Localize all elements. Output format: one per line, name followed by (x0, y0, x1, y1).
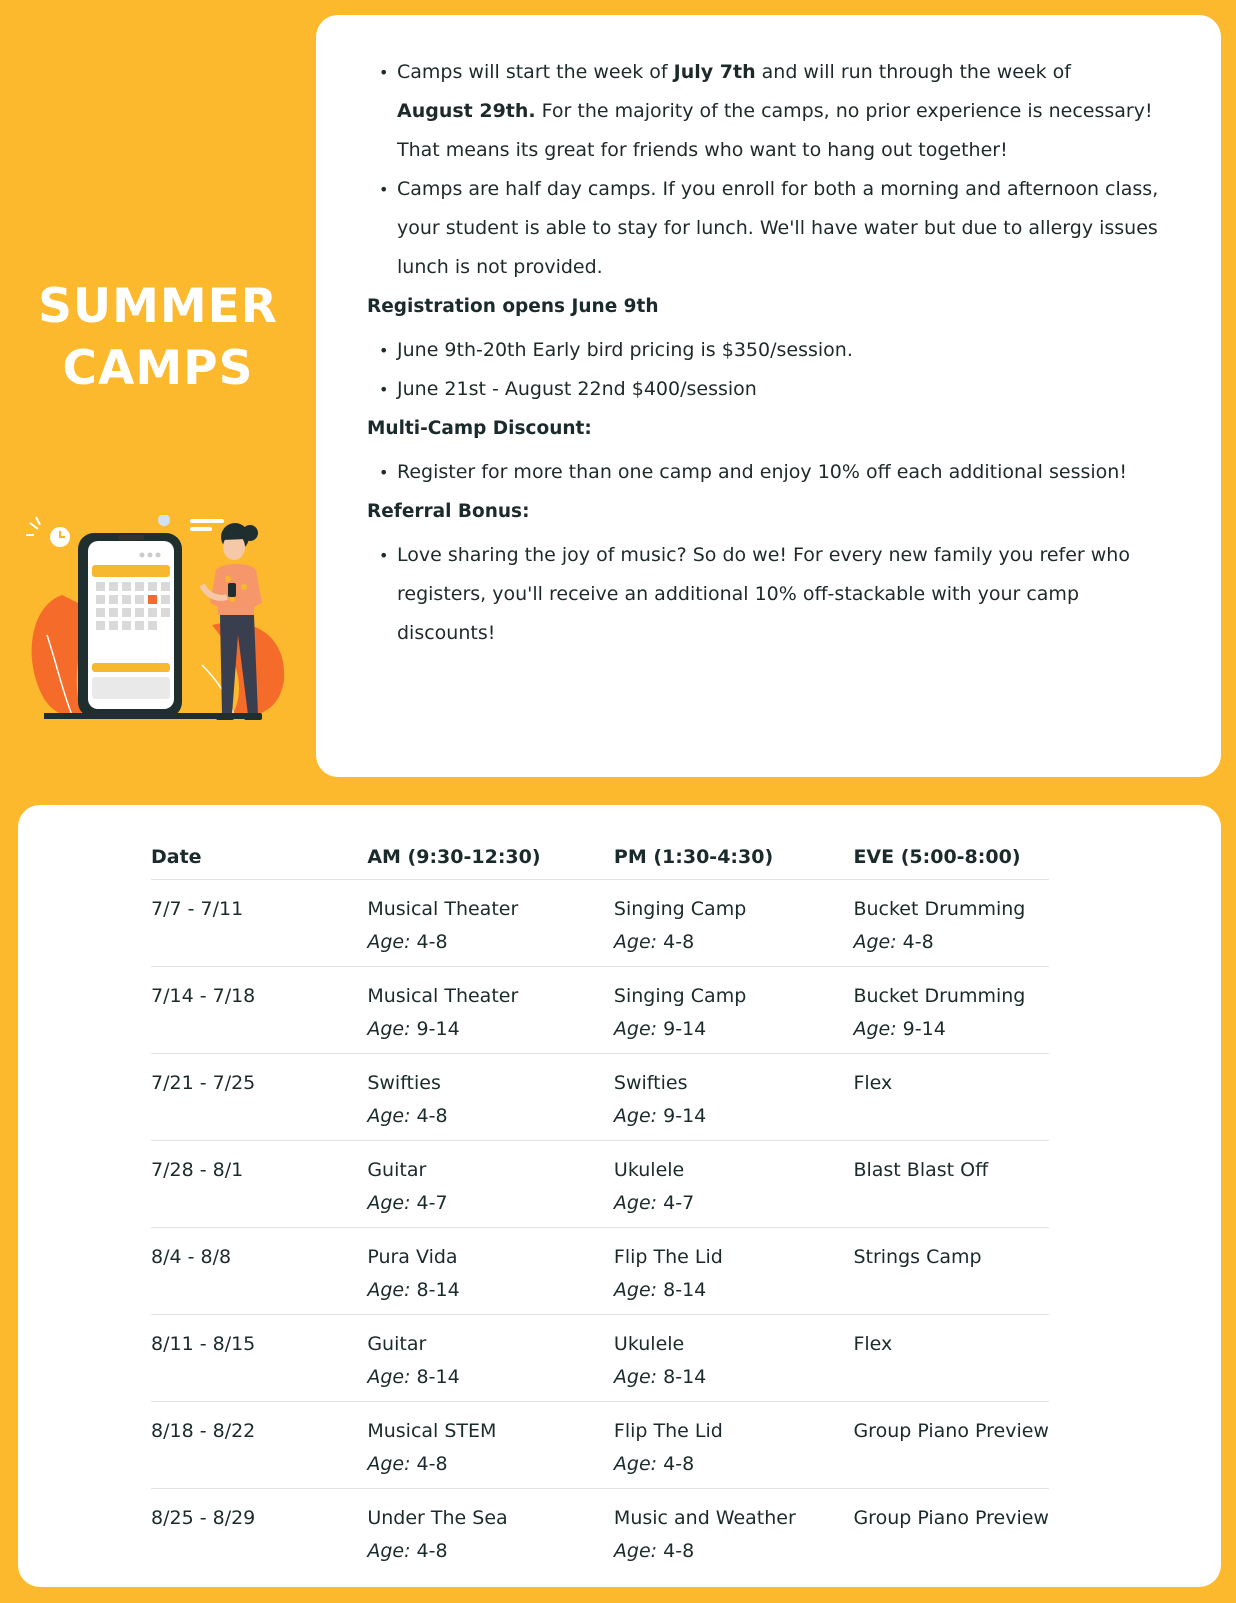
camp-age (367, 1448, 614, 1481)
cell-date: 7/21 - 7/25 (151, 1054, 367, 1141)
camp-name: Musical Theater (367, 985, 519, 1007)
age-label: Age: (613, 1279, 658, 1301)
camp-name: Singing Camp (613, 898, 747, 920)
camp-age (367, 1361, 614, 1394)
cell-eve (853, 967, 1049, 1054)
page-title (0, 276, 316, 400)
table-row (151, 1402, 1049, 1489)
table-row (151, 1054, 1049, 1141)
age-value: 8-14 (663, 1279, 707, 1301)
table-row (151, 880, 1049, 967)
age-value: 4-8 (416, 1540, 448, 1562)
camp-age (367, 926, 614, 959)
header-eve: EVE (5:00-8:00) (853, 843, 1049, 880)
camp-name: Flip The Lid (613, 1246, 723, 1268)
age-label: Age: (613, 1453, 658, 1475)
cell-date: 7/28 - 8/1 (151, 1141, 367, 1228)
page-title-line2: CAMPS (62, 341, 254, 396)
table-row (151, 1489, 1049, 1576)
registration-heading: Registration opens June 9th (367, 296, 659, 317)
cell-eve (853, 1141, 1049, 1228)
camp-age (614, 926, 854, 959)
camp-age (853, 926, 1049, 959)
cell-am (367, 880, 614, 967)
cell-pm (614, 880, 854, 967)
age-label: Age: (613, 1540, 658, 1562)
cell-eve (853, 1489, 1049, 1576)
age-value: 4-8 (663, 1453, 695, 1475)
cell-date: 8/4 - 8/8 (151, 1228, 367, 1315)
end-date: August 29th. (397, 100, 536, 122)
cell-am (367, 1315, 614, 1402)
age-label: Age: (367, 1018, 411, 1040)
list-item: • Camps are half day camps. If you enroll for both a morning and afternoon class, your student is able to stay for lunch. We'll have water but due to allergy issues lunch is not provided. (397, 170, 1181, 287)
cell-pm (614, 1141, 854, 1228)
calendar-illustration (22, 515, 302, 730)
cell-eve (853, 1315, 1049, 1402)
intro-list (367, 53, 1181, 287)
registration-list (367, 331, 1181, 409)
referral-list (367, 536, 1181, 653)
age-value: 8-14 (663, 1366, 707, 1388)
age-value: 4-8 (902, 931, 934, 953)
camp-name: Swifties (613, 1072, 688, 1094)
camp-age (614, 1535, 854, 1568)
camp-age (614, 1187, 854, 1220)
cell-am (367, 1402, 614, 1489)
age-label: Age: (367, 1453, 411, 1475)
age-label: Age: (613, 931, 658, 953)
list-item: • June 21st - August 22nd $400/session (397, 370, 1181, 409)
cell-am (367, 1141, 614, 1228)
cell-pm (614, 1315, 854, 1402)
age-value: 8-14 (416, 1279, 460, 1301)
age-label: Age: (853, 1018, 897, 1040)
info-card (316, 15, 1221, 777)
header-pm: PM (1:30-4:30) (614, 843, 854, 880)
camp-name: Group Piano Preview (853, 1420, 1049, 1442)
age-value: 9-14 (902, 1018, 946, 1040)
camp-name: Swifties (367, 1072, 441, 1094)
list-item-text: Camps will start the week of (397, 61, 674, 83)
age-label: Age: (853, 931, 897, 953)
camp-name: Flip The Lid (613, 1420, 723, 1442)
multicamp-heading: Multi-Camp Discount: (367, 418, 592, 439)
age-value: 4-8 (416, 1453, 448, 1475)
cell-eve (853, 1054, 1049, 1141)
page-title-line1: SUMMER (38, 279, 278, 334)
age-label: Age: (367, 1105, 411, 1127)
cell-pm (614, 967, 854, 1054)
list-item-text: and will run through the week of (755, 61, 1071, 83)
age-value: 4-8 (663, 931, 695, 953)
age-value: 8-14 (416, 1366, 460, 1388)
table-row (151, 1228, 1049, 1315)
camp-name: Group Piano Preview (853, 1507, 1049, 1529)
age-label: Age: (367, 1279, 411, 1301)
list-item: • Love sharing the joy of music? So do we! For every new family you refer who registers, you'll receive an additional 10% off-stackable with your camp discounts! (397, 536, 1181, 653)
list-item: • Register for more than one camp and enjoy 10% off each additional session! (397, 453, 1181, 492)
list-item-text: For the majority of the camps, no prior experience is necessary! That means its great for friends who want to hang out together! (397, 100, 1153, 161)
camp-age (367, 1535, 614, 1568)
table-row (151, 1141, 1049, 1228)
start-date: July 7th (673, 61, 756, 83)
header-date: Date (151, 843, 367, 880)
cell-date: 8/11 - 8/15 (151, 1315, 367, 1402)
camp-name: Musical Theater (367, 898, 519, 920)
camp-age (367, 1274, 614, 1307)
age-value: 4-8 (416, 1105, 448, 1127)
cell-am (367, 1054, 614, 1141)
cell-am (367, 1489, 614, 1576)
camp-name: Blast Blast Off (853, 1159, 989, 1181)
age-label: Age: (367, 1366, 411, 1388)
cell-pm (614, 1402, 854, 1489)
table-row (151, 1315, 1049, 1402)
cell-date: 7/7 - 7/11 (151, 880, 367, 967)
camp-age (614, 1361, 854, 1394)
camp-age (367, 1100, 614, 1133)
camp-name: Music and Weather (613, 1507, 796, 1529)
cell-date: 7/14 - 7/18 (151, 967, 367, 1054)
age-value: 4-7 (416, 1192, 448, 1214)
camp-name: Bucket Drumming (853, 985, 1026, 1007)
camp-name: Ukulele (613, 1159, 685, 1181)
camp-name: Singing Camp (613, 985, 747, 1007)
camp-age (614, 1100, 854, 1133)
cell-date: 8/25 - 8/29 (151, 1507, 256, 1529)
cell-pm (614, 1228, 854, 1315)
camp-age (614, 1274, 854, 1307)
camp-name: Guitar (367, 1159, 427, 1181)
schedule-body (151, 880, 1049, 1576)
camp-name: Flex (853, 1072, 893, 1094)
age-label: Age: (367, 931, 411, 953)
age-value: 4-7 (663, 1192, 695, 1214)
cell-date: 8/18 - 8/22 (151, 1402, 367, 1489)
camp-name: Pura Vida (367, 1246, 458, 1268)
camp-age (367, 1187, 614, 1220)
cell-pm (614, 1489, 854, 1576)
cell-am (367, 967, 614, 1054)
camp-name: Flex (853, 1333, 893, 1355)
age-value: 9-14 (663, 1105, 707, 1127)
schedule-card (18, 805, 1221, 1587)
cell-pm (614, 1054, 854, 1141)
camp-name: Ukulele (613, 1333, 685, 1355)
table-row (151, 967, 1049, 1054)
age-value: 4-8 (416, 931, 448, 953)
left-panel (0, 0, 316, 790)
cell-am (367, 1228, 614, 1315)
schedule-table (151, 843, 1049, 1575)
referral-heading: Referral Bonus: (367, 501, 530, 522)
camp-name: Guitar (367, 1333, 427, 1355)
camp-age (614, 1448, 854, 1481)
age-value: 9-14 (663, 1018, 707, 1040)
age-label: Age: (613, 1018, 658, 1040)
age-value: 9-14 (416, 1018, 460, 1040)
table-header-row (151, 843, 1049, 880)
camp-name: Bucket Drumming (853, 898, 1026, 920)
cell-eve (853, 1402, 1049, 1489)
multicamp-list (367, 453, 1181, 492)
camp-name: Under The Sea (367, 1507, 508, 1529)
age-label: Age: (613, 1105, 658, 1127)
camp-age (853, 1013, 1049, 1046)
camp-age (367, 1013, 614, 1046)
age-value: 4-8 (663, 1540, 695, 1562)
cell-eve (853, 1228, 1049, 1315)
header-am: AM (9:30-12:30) (367, 843, 614, 880)
cell-eve (853, 880, 1049, 967)
age-label: Age: (613, 1366, 658, 1388)
list-item: • June 9th-20th Early bird pricing is $350/session. (397, 331, 1181, 370)
camp-age (614, 1013, 854, 1046)
camp-name: Strings Camp (853, 1246, 982, 1268)
age-label: Age: (613, 1192, 658, 1214)
camp-name: Musical STEM (367, 1420, 497, 1442)
age-label: Age: (367, 1540, 411, 1562)
age-label: Age: (367, 1192, 411, 1214)
list-item (397, 53, 1181, 170)
